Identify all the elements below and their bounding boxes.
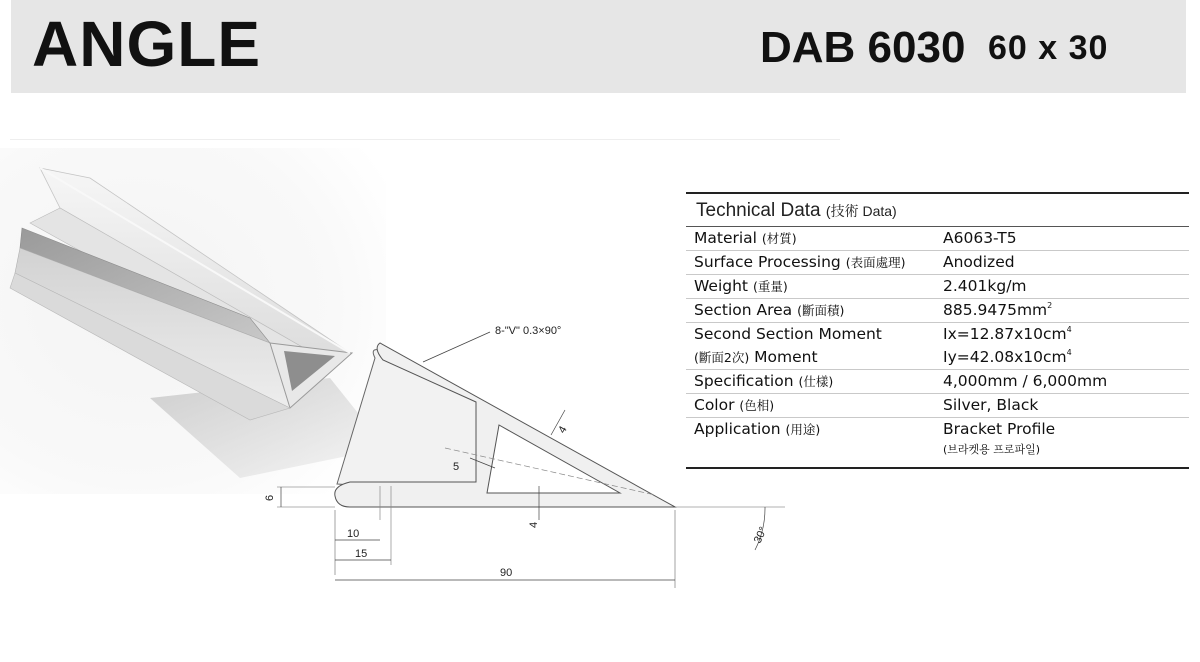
table-row-moment-y: (斷面2次) Moment $Iy=42.08x10cm^4$ bbox=[686, 346, 1189, 370]
row-label-sub: (斷面2次 bbox=[694, 350, 745, 365]
dim-wall-diag: 4 bbox=[556, 424, 570, 436]
dim-height: 6 bbox=[264, 494, 276, 501]
row-label: Second Section Moment bbox=[694, 325, 882, 343]
row-value: 2.401kg/m bbox=[943, 277, 1027, 295]
row-value-sup: 4 bbox=[1066, 325, 1072, 334]
row-label: Material bbox=[694, 229, 757, 247]
table-caption bbox=[686, 194, 1189, 226]
application-note: (브라켓용 프로파일) bbox=[943, 443, 1041, 456]
table-bottom-rule bbox=[686, 467, 1189, 469]
dim-angle: 30° bbox=[751, 525, 770, 546]
row-value: Ix=12.87x10cm bbox=[943, 325, 1067, 343]
dim-web: 5 bbox=[453, 461, 460, 473]
table-row-application bbox=[686, 418, 1189, 441]
table-row-weight bbox=[686, 275, 1189, 299]
table-row-surface bbox=[686, 251, 1189, 275]
row-label: Color bbox=[694, 396, 735, 414]
row-value: Bracket Profile bbox=[943, 420, 1056, 438]
table-row-material bbox=[686, 227, 1189, 251]
table-row-moment-x bbox=[686, 323, 1189, 346]
row-label: Application bbox=[694, 420, 781, 438]
row-label: Weight bbox=[694, 277, 749, 295]
row-label-sub: (重量) bbox=[752, 279, 788, 294]
row-label-sub: (色相) bbox=[739, 398, 775, 413]
row-label: Moment bbox=[754, 348, 818, 366]
model-number: DAB 6030 bbox=[760, 23, 966, 72]
row-label-sub: (表面處理) bbox=[845, 255, 906, 270]
table-row-color bbox=[686, 394, 1189, 418]
row-label-sub: (仕樣) bbox=[798, 374, 834, 389]
groove-note: 8-"V" 0.3×90° bbox=[495, 325, 562, 337]
row-value-sup: 2 bbox=[1047, 301, 1053, 310]
row-label: Specification bbox=[694, 372, 794, 390]
row-value: A6063-T5 bbox=[943, 229, 1017, 247]
dim-tip-15: 15 bbox=[355, 548, 368, 560]
dim-tip-10: 10 bbox=[347, 528, 360, 540]
row-label-sub: (斷面積) bbox=[797, 303, 845, 318]
profile-size: 60 x 30 bbox=[988, 29, 1109, 67]
row-label: Surface Processing bbox=[694, 253, 841, 271]
table-row-section-area bbox=[686, 299, 1189, 323]
dim-wall-base: 4 bbox=[528, 521, 540, 528]
application-note-row bbox=[686, 441, 1189, 467]
row-label-sub: (材質) bbox=[761, 231, 797, 246]
row-value: Silver, Black bbox=[943, 396, 1039, 414]
divider bbox=[10, 139, 840, 140]
row-value: 4,000mm / 6,000mm bbox=[943, 372, 1108, 390]
row-label: Section Area bbox=[694, 301, 793, 319]
dim-length: 90 bbox=[500, 567, 513, 579]
row-value: Iy=42.08x10cm bbox=[943, 348, 1067, 366]
table-title-sub: (技術 Data) bbox=[825, 203, 897, 219]
table-row-specification bbox=[686, 370, 1189, 394]
page-title: ANGLE bbox=[32, 8, 261, 80]
table-title: Technical Data bbox=[696, 200, 821, 221]
row-value: 885.9475mm bbox=[943, 301, 1048, 319]
row-value: Anodized bbox=[943, 253, 1015, 271]
technical-data-table bbox=[686, 192, 1189, 469]
row-value-sup: 4 bbox=[1066, 348, 1072, 357]
row-label-sub: (用途) bbox=[785, 422, 821, 437]
